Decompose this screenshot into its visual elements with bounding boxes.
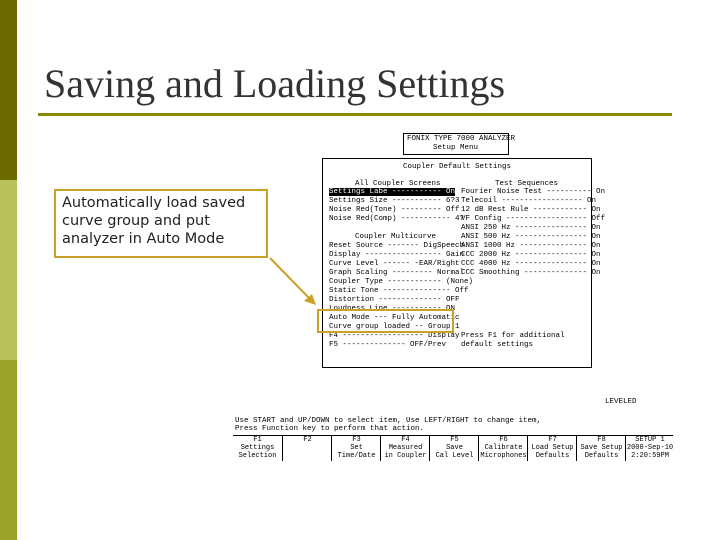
fkey-label: Cal Level <box>435 452 474 460</box>
screen-header-line1: FONIX TYPE 7000 ANALYZER <box>407 135 516 143</box>
slide-title: Saving and Loading Settings <box>44 61 506 106</box>
test-row[interactable]: VF Config ------------------ Off <box>461 215 606 223</box>
setting-row[interactable]: Noise Red(Comp) ----------- 4? <box>329 215 465 223</box>
fkey-label: Save Setup <box>580 444 623 452</box>
test-row[interactable]: ANSI 1000 Hz --------------- On <box>461 242 601 250</box>
f4-row[interactable]: F4 ------------------ Display <box>329 332 460 340</box>
fkey-label: in Coupler <box>384 452 427 460</box>
test-row[interactable]: CCC 2000 Hz ---------------- On <box>461 251 601 259</box>
setting-row[interactable]: Distortion -------------- OFF <box>329 296 460 304</box>
fkey-name: F4 <box>401 436 410 444</box>
fkey-label: Time/Date <box>337 452 376 460</box>
setting-row[interactable]: Curve Level ------ -EAR/Right <box>329 260 460 268</box>
fkey-name: F3 <box>352 436 361 444</box>
setting-row[interactable]: Noise Red(Tone) --------- Off <box>329 206 460 214</box>
callout-box: Automatically load saved curve group and put analyzer in Auto Mode <box>54 189 268 258</box>
help-text: Press Function key to perform that action. <box>235 425 425 433</box>
screen-header-line2: Setup Menu <box>433 144 479 152</box>
fkey-label: Measured <box>388 444 423 452</box>
fkey-name: F8 <box>597 436 606 444</box>
fkey-label: Microphones <box>480 452 527 460</box>
setting-row[interactable]: Loudness Line ----------- ON <box>329 305 456 313</box>
fkey-label: Settings <box>240 444 275 452</box>
fkey-name: F7 <box>548 436 557 444</box>
section-title: Coupler Default Settings <box>403 163 512 171</box>
fkey-label: Save <box>446 444 463 452</box>
curve-group-row[interactable]: Curve group loaded -- Group 1 <box>329 323 460 331</box>
fkey-label: Load Setup <box>531 444 574 452</box>
fkey-name: F1 <box>253 436 262 444</box>
fkey-label: Defaults <box>584 452 619 460</box>
test-row[interactable]: CCC 4000 Hz ---------------- On <box>461 260 601 268</box>
help-text: Use START and UP/DOWN to select item, Use LEFT/RIGHT to change item, <box>235 417 542 425</box>
f1-note: Press F1 for additional <box>461 332 565 340</box>
fkey-label: 2:20:59PM <box>631 452 669 460</box>
test-row[interactable]: ANSI 500 Hz ---------------- On <box>461 233 601 241</box>
setting-row[interactable]: Graph Scaling --------- Normal <box>329 269 465 277</box>
fkey-label: Set <box>350 444 363 452</box>
setting-row[interactable]: Static Tone --------------- Off <box>329 287 469 295</box>
test-row[interactable]: ANSI 250 Hz ---------------- On <box>461 224 601 232</box>
setting-row[interactable]: Display ----------------- Gain <box>329 251 465 259</box>
fkey-label: Defaults <box>535 452 570 460</box>
fkey-name: F2 <box>303 436 312 444</box>
test-row[interactable]: 12 dB Rest Rule ------------ On <box>461 206 601 214</box>
setting-row-selected[interactable]: Settings Labe ----------- On <box>329 188 456 196</box>
left-column-title: All Coupler Screens <box>355 180 441 188</box>
test-row[interactable]: Telecoil ------------------ On <box>461 197 597 205</box>
fkey-name: F6 <box>499 436 508 444</box>
test-row[interactable]: Fourier Noise Test ---------- On <box>461 188 606 196</box>
fkey-label: Calibrate <box>484 444 523 452</box>
right-column-title: Test Sequences <box>495 180 559 188</box>
fkey-name: F5 <box>450 436 459 444</box>
f5-row[interactable]: F5 -------------- OFF/Prev <box>329 341 447 349</box>
fkey-name: SETUP 1 <box>635 436 665 444</box>
fkey-label: Selection <box>238 452 277 460</box>
multicurve-title: Coupler Multicurve <box>355 233 437 241</box>
f1-note: default settings <box>461 341 534 349</box>
fkey-label: 2000-Sep-10 <box>626 444 674 452</box>
setting-row[interactable]: Settings Size ----------- 6?3 <box>329 197 460 205</box>
setting-row[interactable]: Coupler Type ------------ (None) <box>329 278 474 286</box>
setting-row[interactable]: Reset Source ------- DigSpeech <box>329 242 465 250</box>
auto-mode-row[interactable]: Auto Mode --- Fully Automatic <box>329 314 460 322</box>
status-label: LEVELED <box>605 398 637 406</box>
test-row[interactable]: CCC Smoothing -------------- On <box>461 269 601 277</box>
